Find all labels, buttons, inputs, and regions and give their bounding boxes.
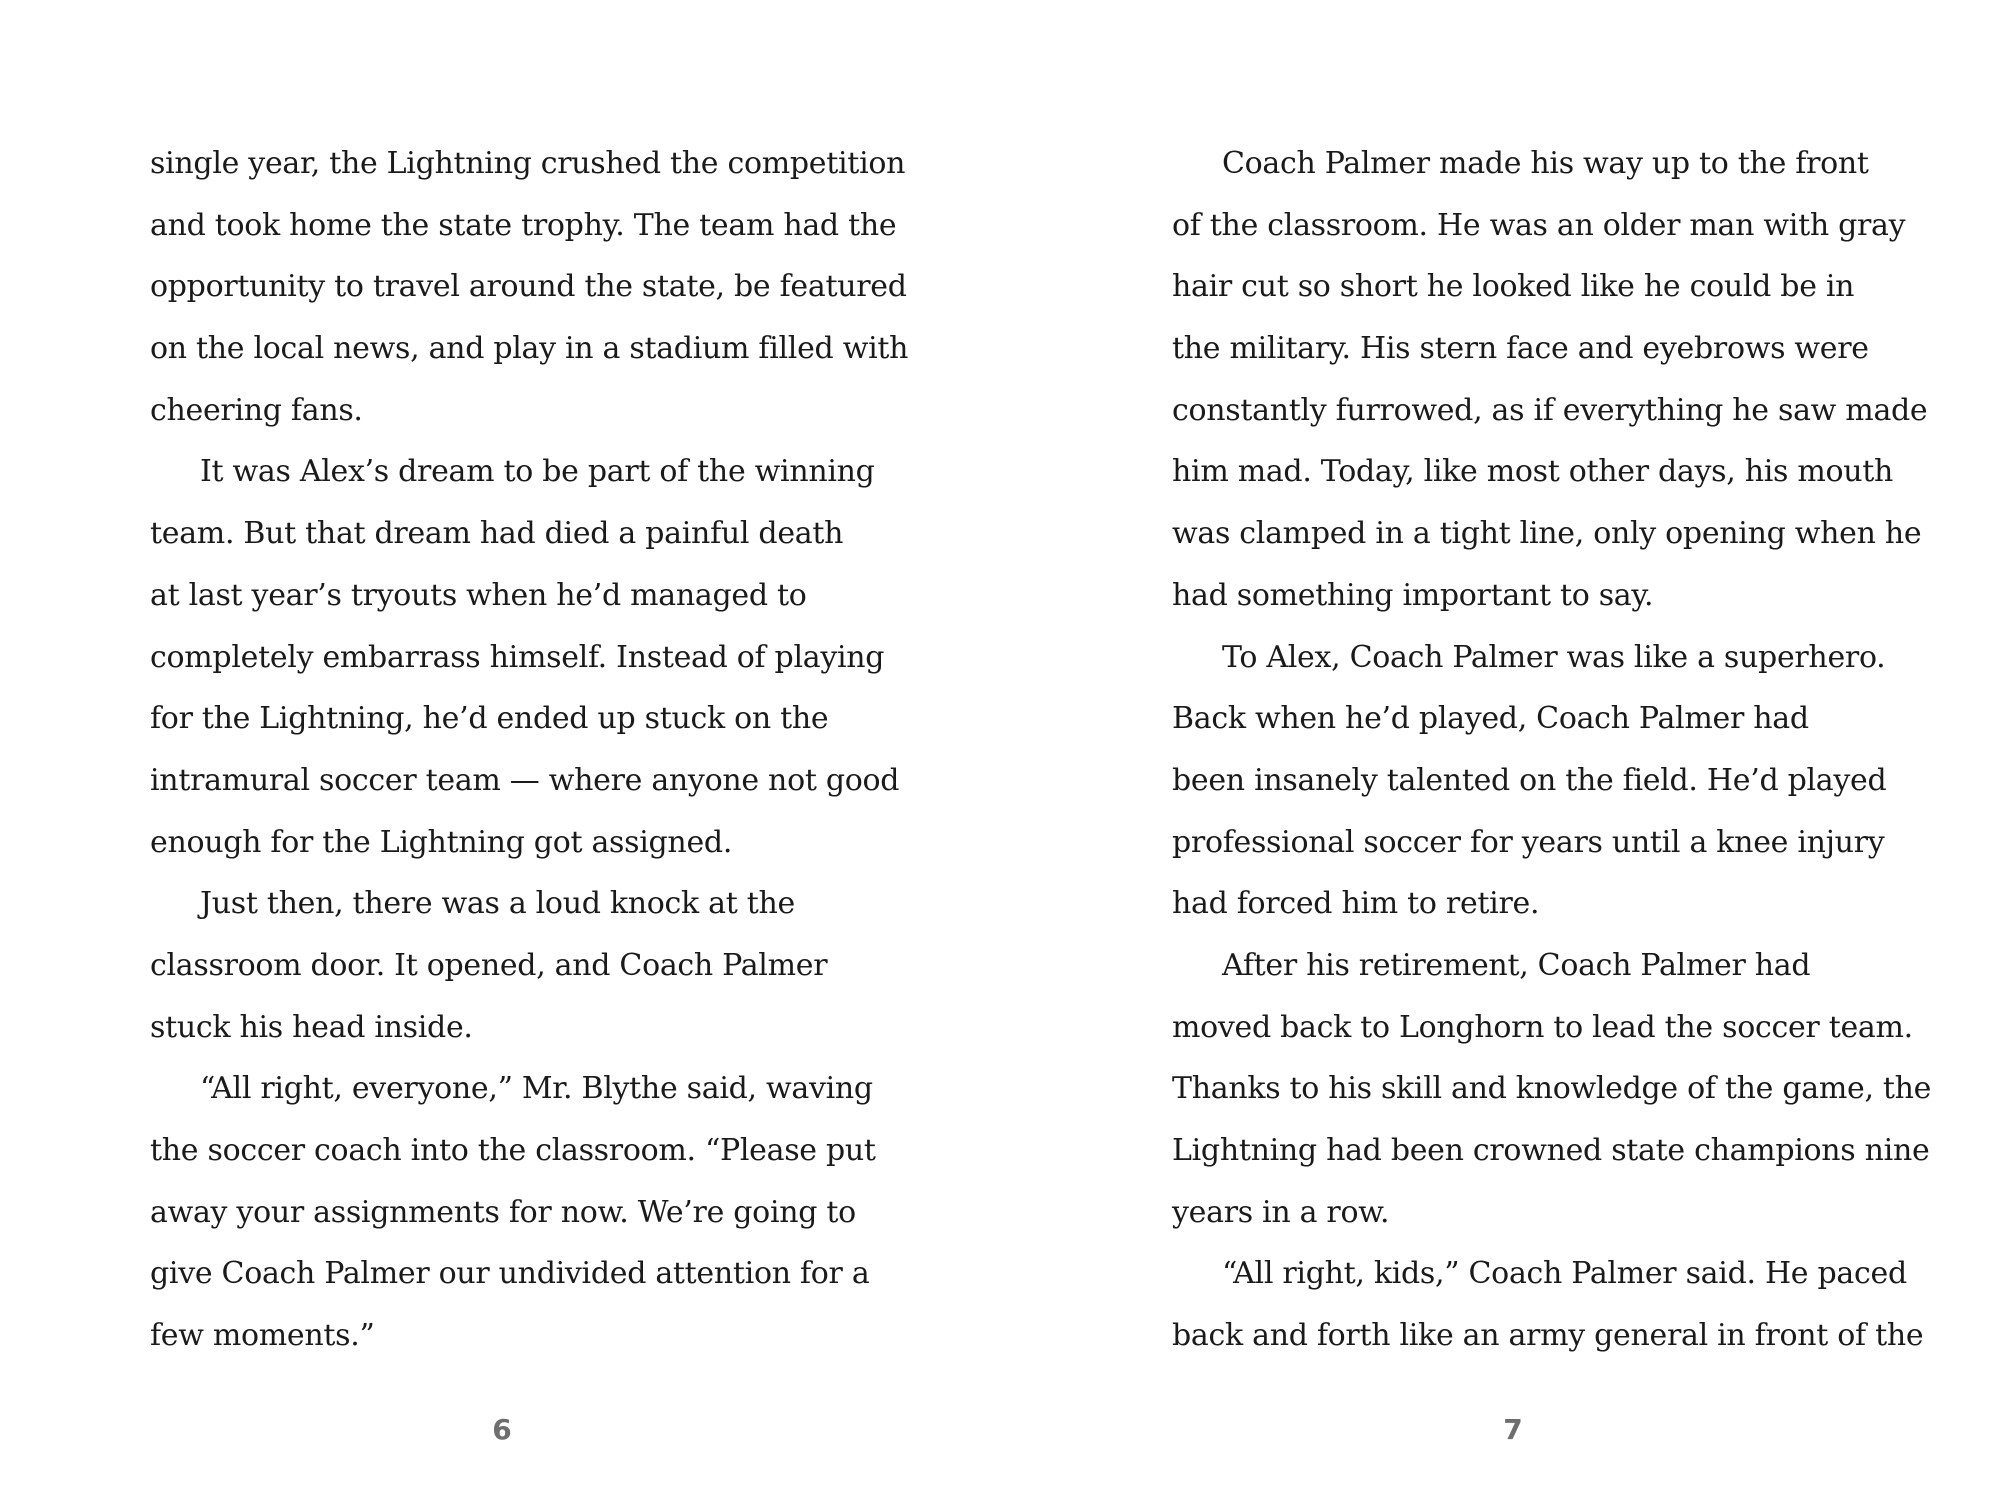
text-line: It was Alex’s dream to be part of the winning: [200, 454, 875, 490]
text-line: cheering fans.: [150, 392, 363, 428]
text-line: give Coach Palmer our undivided attention for a: [150, 1256, 870, 1292]
text-line: moved back to Longhorn to lead the soccer team.: [1172, 1009, 1913, 1045]
text-line: “All right, kids,” Coach Palmer said. He paced: [1222, 1256, 1907, 1292]
text-line: Back when he’d played, Coach Palmer had: [1172, 701, 1809, 737]
text-line: hair cut so short he looked like he could be in: [1172, 269, 1855, 305]
page-number-left: 6: [492, 1413, 512, 1446]
page-number-right: 7: [1503, 1413, 1523, 1446]
text-line: Lightning had been crowned state champions nine: [1172, 1133, 1930, 1168]
text-line: on the local news, and play in a stadium filled with: [150, 331, 909, 367]
text-line: was clamped in a tight line, only opening when he: [1172, 516, 1922, 552]
text-line: him mad. Today, like most other days, his mouth: [1172, 454, 1894, 490]
text-line: years in a row.: [1172, 1194, 1390, 1230]
text-line: Coach Palmer made his way up to the front: [1222, 146, 1869, 181]
right-page: [1000, 0, 2000, 1500]
text-line: and took home the state trophy. The team had the: [150, 207, 897, 243]
text-line: the soccer coach into the classroom. “Please put: [150, 1133, 876, 1168]
text-line: of the classroom. He was an older man with gray: [1172, 207, 1906, 243]
text-line: away your assignments for now. We’re going to: [150, 1194, 856, 1230]
text-line: single year, the Lightning crushed the competition: [150, 146, 906, 181]
text-line: stuck his head inside.: [150, 1009, 473, 1045]
text-line: back and forth like an army general in front of the: [1172, 1318, 1924, 1354]
text-line: enough for the Lightning got assigned.: [150, 824, 733, 860]
text-line: for the Lightning, he’d ended up stuck on the: [150, 701, 829, 737]
text-line: opportunity to travel around the state, be featured: [150, 269, 907, 305]
text-line: been insanely talented on the field. He’d played: [1172, 762, 1887, 798]
text-line: classroom door. It opened, and Coach Palmer: [150, 947, 828, 983]
text-line: “All right, everyone,” Mr. Blythe said, waving: [200, 1071, 873, 1107]
text-line: intramural soccer team — where anyone not good: [150, 762, 900, 798]
text-line: at last year’s tryouts when he’d managed to: [150, 577, 807, 613]
text-line: To Alex, Coach Palmer was like a superhero.: [1222, 639, 1886, 675]
text-line: constantly furrowed, as if everything he saw made: [1172, 392, 1928, 428]
text-line: Just then, there was a loud knock at the: [200, 886, 795, 922]
right-page-text: [1172, 133, 1932, 1367]
text-line: Thanks to his skill and knowledge of the game, the: [1172, 1071, 1932, 1107]
text-line: had forced him to retire.: [1172, 886, 1540, 922]
text-line: the military. His stern face and eyebrows were: [1172, 331, 1869, 367]
text-line: completely embarrass himself. Instead of playing: [150, 639, 885, 675]
text-line: professional soccer for years until a knee injury: [1172, 824, 1885, 860]
left-page-text: [150, 133, 909, 1367]
text-line: After his retirement, Coach Palmer had: [1222, 947, 1811, 983]
text-line: team. But that dream had died a painful death: [150, 516, 844, 552]
text-line: had something important to say.: [1172, 577, 1654, 613]
text-line: few moments.”: [150, 1318, 375, 1354]
